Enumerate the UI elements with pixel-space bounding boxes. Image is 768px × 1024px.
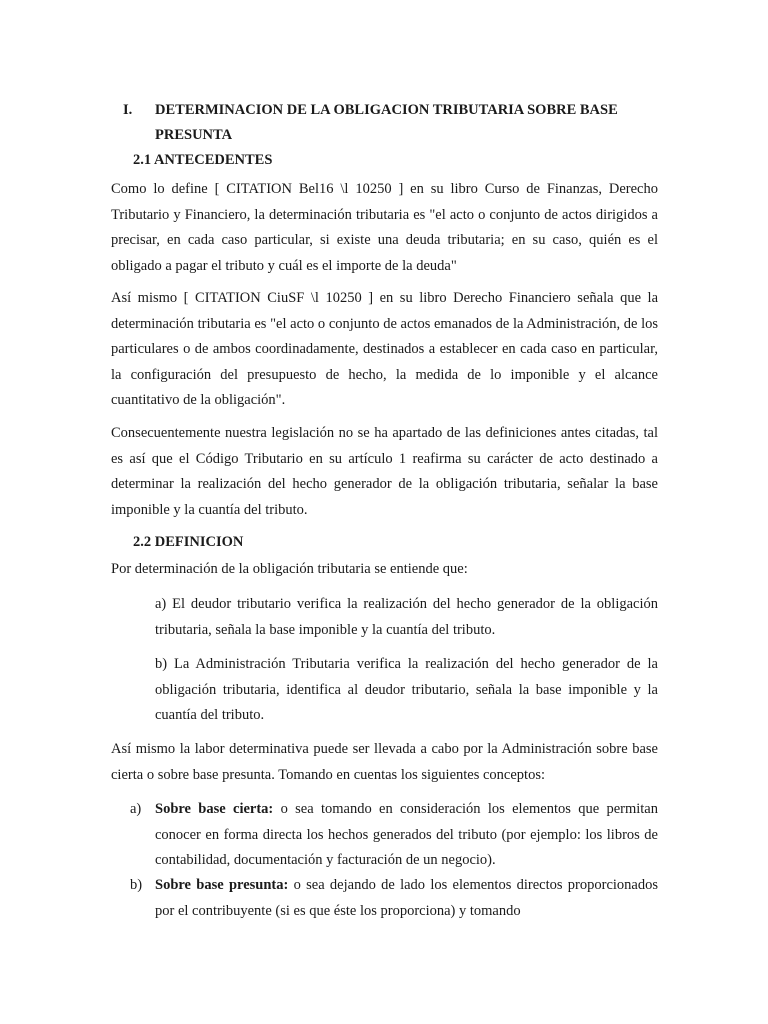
paragraph-base: Así mismo la labor determinativa puede ser llevada a cabo por la Administración sobre base cierta o sobre base presunta. Tomando en cuentas los siguientes conceptos: bbox=[111, 741, 658, 783]
chapter-number: I. bbox=[123, 102, 133, 118]
paragraph-definicion-a: a) El deudor tributario verifica la realización del hecho generador de la obligación tributaria, señala la base imponible y la cuantía del tributo. bbox=[155, 596, 658, 638]
chapter-heading bbox=[123, 98, 663, 148]
list-item-term: Sobre base cierta: bbox=[155, 801, 274, 817]
list-item-term: Sobre base presunta: bbox=[155, 877, 289, 893]
paragraph-antecedentes-2: Así mismo [ CITATION CiuSF \l 10250 ] en su libro Derecho Financiero señala que la determinación tributaria es "el acto o conjunto de actos emanados de la Administración, de los particulares o de ambos coordinadamente, destinados a establecer en cada caso en particular, la configuración del presupuesto de hecho, la medida de lo imponible y el alcance cuantitativo de la obligación". bbox=[111, 290, 658, 408]
list-item-base-cierta bbox=[111, 797, 658, 874]
list-item-body bbox=[155, 797, 658, 874]
paragraph-definicion-b: b) La Administración Tributaria verifica la realización del hecho generador de la obligación tributaria, identifica al deudor tributario, señala la base imponible y la cuantía del tributo. bbox=[155, 656, 658, 723]
section-title-antecedentes: 2.1 ANTECEDENTES bbox=[133, 152, 273, 168]
list-item-text: o sea tomando en consideración los elementos que permitan conocer en forma directa los hechos generados del tributo (por ejemplo: los libros de contabilidad, documentación y facturación de un negocio). bbox=[155, 801, 658, 868]
list-item-base-presunta bbox=[111, 873, 658, 924]
paragraph-antecedentes-3: Consecuentemente nuestra legislación no se ha apartado de las definiciones antes citadas, tal es así que el Código Tributario en su artículo 1 reafirma su carácter de acto destinado a determinar la realización del hecho generador de la obligación tributaria, señalar la base imponible y la cuantía del tributo. bbox=[111, 425, 658, 518]
paragraph-antecedentes-1: Como lo define [ CITATION Bel16 \l 10250 ] en su libro Curso de Finanzas, Derecho Tributario y Financiero, la determinación tributaria es "el acto o conjunto de actos dirigidos a precisar, en cada caso particular, si existe una deuda tributaria; en su caso, quién es el obligado a pagar el tributo y cuál es el importe de la deuda" bbox=[111, 181, 658, 274]
chapter-title: DETERMINACION DE LA OBLIGACION TRIBUTARIA SOBRE BASE PRESUNTA bbox=[155, 102, 618, 143]
paragraph-definicion-intro: Por determinación de la obligación tributaria se entiende que: bbox=[111, 561, 468, 577]
list-item-text: o sea dejando de lado los elementos directos proporcionados por el contribuyente (si es que éste los proporciona) y tomando bbox=[155, 877, 659, 919]
list-marker: b) bbox=[130, 877, 143, 893]
list-marker: a) bbox=[130, 801, 142, 817]
section-title-definicion: 2.2 DEFINICION bbox=[133, 534, 244, 550]
list-item-body bbox=[155, 873, 658, 924]
